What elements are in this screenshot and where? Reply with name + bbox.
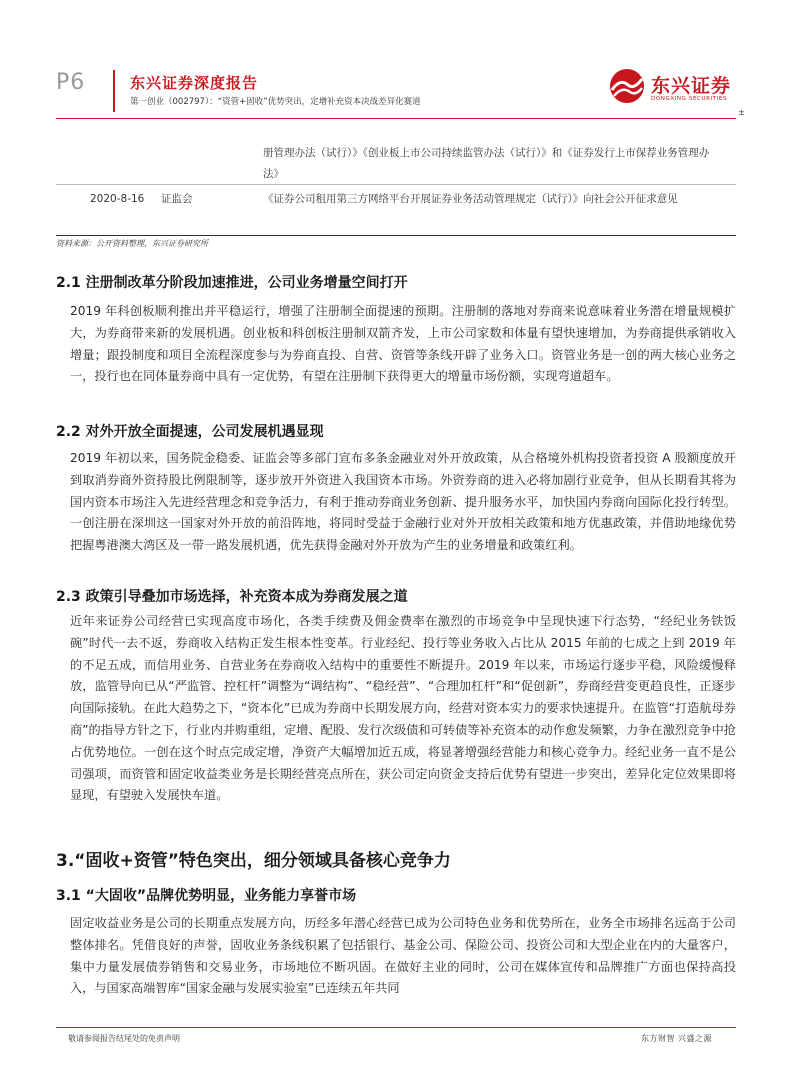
footer-rule: [56, 1027, 736, 1028]
section-2-1-heading: 2.1 注册制改革分阶段加速推进，公司业务增量空间打开: [56, 275, 408, 291]
section-2-3-heading: 2.3 政策引导叠加市场选择，补充资本成为券商发展之道: [56, 589, 408, 605]
section-2-2-paragraph: 2019 年初以来，国务院金稳委、证监会等多部门宣布多条金融业对外开放政策，从合格境外机构投资者投资 A 股额度放开到取消券商外资持股比例限制等，逐步放开外资进入我国资本市场。外资券商的进入必将加剧行业竞争，但从长期看其将为国内资本市场注入先进经营理念和竞争活力，有利于推动券商业务创新、提升服务水平，加快国内券商向国际化投行转型。一创注册在深圳这一国家对外开放的前沿阵地，将同时受益于金融行业对外开放相关政策和地方优惠政策，并借助地缘优势把握粤港澳大湾区及一带一路发展机遇，优先获得金融对外开放为产生的业务增量和政策红利。: [70, 451, 736, 553]
table-row: [56, 142, 736, 184]
table-cell-org: 证监会: [161, 193, 193, 205]
report-title: 东兴证券深度报告: [130, 74, 259, 92]
table-cell-text: 《证券公司租用第三方网络平台开展证券业务活动管理规定（试行）》向社会公开征求意见: [263, 193, 678, 205]
logo-wordmark: 东兴证券: [651, 75, 732, 97]
footer-slogan: 东方财智 兴盛之源: [641, 1034, 713, 1043]
logo-english-name: DONGXING SECURITIES: [651, 96, 728, 102]
table-source-note: 资料来源：公开资料整理，东兴证券研究所: [56, 239, 208, 248]
table-cell-text: 册管理办法（试行）》《创业板上市公司持续监管办法（试行）》和《证券发行上市保荐业务管理办法》: [263, 147, 710, 180]
regulation-table: [56, 142, 736, 236]
page-number: P6: [56, 70, 86, 95]
section-3-1-paragraph: 固定收益业务是公司的长期重点发展方向，历经多年潜心经营已成为公司特色业务和优势所在，业务全市场排名远高于公司整体排名。凭借良好的声誉，固收业务条线积累了包括银行、基金公司、保险公司、投资公司和大型企业在内的大量客户，集中力量发展债券销售和交易业务，市场地位不断巩固。在做好主业的同时，公司在媒体宣传和品牌推广方面也保持高投入，与国家高端智库“国家金融与发展实验室”已连续五年共同: [70, 916, 736, 996]
header-rule: [56, 118, 736, 119]
section-2-2-heading: 2.2 对外开放全面提速，公司发展机遇显现: [56, 424, 324, 440]
report-subtitle: 第一创业（002797）：“资管+固收”优势突出，定增补充资本决战差异化赛道: [130, 97, 421, 107]
table-row: [56, 184, 736, 236]
logo-mark: ±: [738, 108, 745, 117]
footer-disclaimer: 敬请参阅报告结尾处的免责声明: [68, 1034, 180, 1043]
section-2-1-paragraph: 2019 年科创板顺利推出并平稳运行，增强了注册制全面提速的预期。注册制的落地对券商来说意味着业务潜在增量规模扩大，为券商带来新的发展机遇。创业板和科创板注册制双箭齐发，上市公司家数和体量有望快速增加，为券商提供承销收入增量；跟投制度和项目全流程深度参与为券商直投、自营、资管等条线开辟了业务入口。资管业务是一创的两大核心业务之一，投行也在同体量券商中具有一定优势，有望在注册制下获得更大的增量市场份额，实现弯道超车。: [70, 304, 736, 384]
section-2-3-paragraph: 近年来证券公司经营已实现高度市场化，各类手续费及佣金费率在激烈的市场竞争中呈现快速下行态势，“经纪业务铁饭碗”时代一去不返，券商收入结构正发生根本性变革。行业经纪、投行等业务收入占比从 2015 年前的七成之上到 2019 年的不足五成，而信用业务、自营业务在券商收入结构中的重要性不断提升。2019 年以来，市场运行逐步平稳，风险缓慢释放，监管导向已从“严监管、控杠杆”调整为“调结构”、“稳经营”、“合理加杠杆”和“促创新”，券商经营变更趋良性，正逐步向国际接轨。在此大趋势之下，“资本化”已成为券商中长期发展方向，经营对资本实力的要求快速提升。在监管“打造航母券商”的指导方针之下，行业内并购重组，定增、配股、发行次级债和可转债等补充资本的动作愈发频繁，力争在激烈竞争中抢占优势地位。一创在这个时点完成定增，净资产大幅增加近五成，将显著增强经营能力和核心竞争力。经纪业务一直不是公司强项，而资管和固定收益类业务是长期经营亮点所在，获公司定向资金支持后优势有望进一步突出，差异化定位效果即将显现，有望驶入发展快车道。: [70, 614, 736, 803]
table-cell-date: 2020-8-16: [90, 193, 145, 205]
section-3-heading: 3.“固收+资管”特色突出，细分领域具备核心竞争力: [56, 851, 451, 871]
header-divider: [113, 70, 115, 112]
section-3-1-heading: 3.1 “大固收”品牌优势明显，业务能力享誉市场: [56, 888, 357, 904]
